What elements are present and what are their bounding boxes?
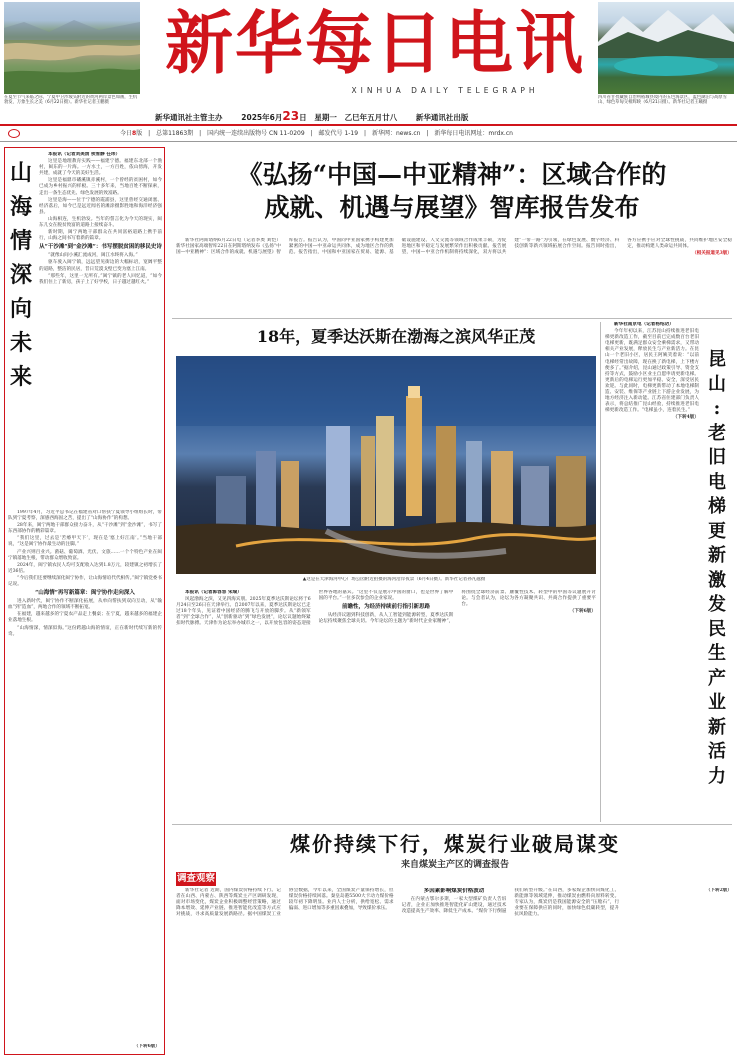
agency-label: 新华通讯社出版 [415, 113, 469, 122]
newspaper-title: 新华每日电讯 [164, 4, 585, 84]
total-issue: 总第11863期 [156, 130, 194, 137]
title-char: 新 [708, 716, 726, 738]
left-feature-body-bottom [8, 510, 162, 1040]
paragraph: 驱车驶入闽宁镇，远远望见街边的大幅标语，宽阔平整的道路，整洁的民居，昔日荒漠戈壁已变为塞上江南。 [39, 260, 162, 272]
subheading: “山海情”再写新篇章：闽宁协作走向深入 [35, 590, 135, 597]
lead-body-text: 新华社阿斯塔纳6月22日电（记者李奥 刘恺）新华社国家高端智库22日在阿斯塔纳发布《弘扬“中国—中亚精神”：区域合作的成就、机遇与展望》智库报告。报告认为，中国同中亚国家携手构建更加紧密的中国—中亚命运共同体，成为地区合作的典范。报告指出，中国和中亚国家在贸易、能源、基础设施建设、人文交流等领域合作成果丰硕，为促进地区和平稳定与发展繁荣作出积极贡献。报告展望，中国—中亚合作机制将持续深化，双方将以共建“一带一路”为引领，在绿色发展、数字经济、科技创新等新兴领域拓展合作空间。报告同时指出，各方应携手应对全球性挑战，共同维护地区安全稳定，推动构建人类命运共同体。 [176, 238, 732, 256]
title-char: 情 [9, 228, 32, 254]
right-column-body [605, 322, 699, 818]
title-char: 新 [708, 545, 726, 566]
byline: 本报讯（记者刘美清 侯雪静 任玮） [48, 152, 121, 157]
title-char: 山 [9, 160, 32, 186]
pages-label: 今日 [120, 130, 133, 137]
paragraph: “那些年，这里一无所有。”闽宁镇的老人回忆道，“如今我们住上了新房，孩子上了好学校，日子越过越红火。” [39, 273, 162, 285]
tianjin-night-photo [176, 356, 596, 574]
title-char: : [713, 398, 721, 419]
photo-story-text-2: 从经济议题到科技创新，从人工智能到能源转型，夏季达沃斯论坛持续聚焦全球关切。今年论坛的主题为“新时代企业家精神”，将围绕全球经济前景、颠覆性技术、转型中的中国等议题展开讨论。与会者认为，论坛为各方凝聚共识、共商合作提供了重要平台。 [318, 590, 596, 625]
publication-info-bar [155, 110, 595, 122]
paragraph: 1997年4月，习近平总书记在福建省对口帮扶宁夏领导小组组长时，带队到宁夏考察，深感西海固之苦，提出了“山海协作”的构想。 [8, 510, 162, 522]
bottom-article-body [176, 888, 732, 1054]
title-char: 向 [9, 296, 32, 322]
rule-under-lead [172, 318, 732, 319]
title-char: 山 [708, 373, 726, 395]
subheading: 从“干沙滩”到“金沙滩”：书写摆脱贫困的移民史诗 [39, 244, 162, 251]
city-skyline-image [176, 356, 596, 574]
left-masthead-caption: 在夏至节气来临之际，宁夏中卫沙坡头附近的黄河两岸景色如画，生机勃发、万象生长之美（6月22日摄）。新华社记者王鹏摄 [4, 95, 138, 106]
pages-count: 8 [132, 130, 137, 137]
edition-info-bar: 今日8版 | 总第11863期 | 国内统一连续出版物号 CN 11-0209 | 邮发代号 1-19 | 新华网：news.cn | 新华每日电讯网址：mrdx.cn [0, 126, 737, 141]
rule-above-bottom [172, 824, 732, 825]
title-char: 来 [9, 364, 32, 390]
right-masthead-photo [598, 2, 734, 94]
subheading: 前瞻性，为经济持续前行指引新思路 [341, 604, 430, 611]
title-char: 力 [708, 765, 726, 787]
paragraph: “我们这里，过去是‘苦瘠甲天下’，现在是‘塞上好江南’。”当地干部说，“这是闽宁协作最生动的注脚。” [8, 536, 162, 548]
title-char: 更 [708, 520, 726, 542]
title-char: 民 [708, 618, 726, 640]
lead-headline [172, 158, 732, 228]
weekday: 星期一 [314, 113, 337, 122]
issue-date-suffix: 日 [299, 113, 307, 122]
title-char: 业 [708, 692, 726, 713]
title-char: 产 [708, 667, 726, 689]
left-feature-body-top [39, 152, 162, 507]
postal-code: 邮发代号 1-19 [318, 130, 359, 137]
right-masthead-caption: 四川省甘孜藏族自治州稻城县境内的五色海景区，蓝色湖泊与高原雪山、绿色草甸交相辉映（6月21日摄）。新华社记者王曦摄 [598, 95, 727, 106]
paragraph: 28年来，闽宁两地干部群众接力奋斗，从“干沙滩”到“金沙滩”，书写了东西部协作的精彩篇章。 [8, 523, 162, 535]
paragraph: 新时期，闽宁两地干部群众在共同富裕道路上携手前行，山海之间书写着新的篇章。 [39, 230, 162, 242]
title-char: 老 [708, 422, 726, 444]
cn-label: 国内统一连续出版物号 [207, 130, 268, 137]
publisher-label: 新华通讯社主管主办 [155, 113, 223, 122]
paragraph: 这里是福鼎市磻溪镇赤溪村，一个曾经的贫困村，如今已成为乡村振兴的样板。三十多年来，当地百姓不断探索，走出一条生态优先、绿色发展的致富路。 [39, 178, 162, 196]
left-masthead-photo [4, 2, 140, 94]
bottom-headline: 煤价持续下行，煤炭行业破局谋变 [290, 832, 620, 856]
paragraph: “就像山间小溪汇流成河，闽江水终将入海。” [48, 253, 138, 259]
paragraph: 进入新时代，闽宁协作不断深化拓展，从单向帮扶到双向互动，从“输血”到“造血”，两地合作的领域不断拓宽。 [8, 599, 162, 611]
lead-title-line2: 成就、机遇与展望》智库报告发布 [264, 193, 640, 222]
title-char: 昆 [708, 349, 726, 370]
paragraph: 产业兴则百业兴。菌菇、葡萄酒、光伏、文旅……一个个特色产业在闽宁镇落地生根，带动群众增收致富。 [8, 549, 162, 561]
paragraph: “山海情深，情深似海。”这份跨越山海的情谊，正在新时代续写新的传奇。 [8, 625, 162, 637]
lead-article-body [176, 238, 732, 312]
jump: （下转4版） [672, 415, 699, 421]
bottom-subheadline: 来自煤炭主产区的调查报告 [400, 860, 509, 870]
jump: （下转2版） [705, 888, 732, 893]
photo-story-body [176, 590, 596, 820]
bottom-text: 新华社记者 近期，国内煤炭价格持续下行。记者在山西、内蒙古、陕西等煤炭主产区调研发现，面对市场变化，煤炭企业积极调整经营策略，通过降本增效、延伸产业链、推进智能化改造等方式应对挑战，寻求高质量发展新路径。据中国煤炭工业协会数据，今年以来，全国煤炭产量保持增长，但煤炭价格持续回落。秦皇岛港5500大卡动力煤价格较年初下降明显。业内人士分析，供给宽松、需求偏弱、进口增加等多重因素叠加，导致煤价承压。 [176, 888, 394, 918]
paragraph: 山海相连，生机勃发。当年的誓言化为今天的现实，闽东儿女在脱贫致富的道路上接续奋斗。 [39, 216, 162, 229]
left-feature-box [4, 147, 165, 1055]
mrdx-website-link[interactable]: 新华每日电讯网址：mrdx.cn [434, 130, 513, 137]
related-note: （相关报道见3版） [692, 251, 732, 257]
photo-story-text: 风起渤海之滨，又见四海宾朋。2025年夏季达沃斯论坛将于6月24日至26日在天津举行。自2007年以来，夏季达沃斯论坛已走过18个年头，见证着中国经济的腾飞与开放的脚步。从“新领军者”到“全球合作”，从“创新驱动”到“绿色发展”，论坛议题始终紧扣时代脉搏。天津作为论坛举办城市之一，以开放包容的姿态迎接世界各地的嘉宾。“这里不仅是展示中国的窗口，也是世界了解中国的平台。”一位多次参会的企业家说。 [176, 590, 454, 627]
title-char: 未 [9, 330, 32, 356]
photo-story-headline: 18年，夏季达沃斯在渤海之滨风华正茂 [256, 327, 536, 346]
river-landscape-image [4, 2, 140, 94]
badge-label: 调查观察 [176, 873, 215, 884]
lead-title-line1: 《弘扬“中国—中亚精神”：区域合作的 [237, 160, 667, 189]
news-website-link[interactable]: 新华网：news.cn [371, 130, 421, 137]
issue-date-prefix: 2025年6月 [241, 113, 283, 122]
right-column-title [703, 348, 731, 818]
jump: （下转6版） [569, 609, 596, 615]
title-char: 梯 [708, 496, 726, 517]
issue-date-day: 23 [282, 109, 300, 123]
mountain-lake-image [598, 2, 734, 94]
title-char: 生 [708, 643, 726, 664]
paragraph: 这里是地理教育实践——福建宁德。福建东北部一个渔村，闽东的一片海。一方水土，一方百姓，依山傍海，开发共建，成就了今天的美好生活。 [39, 159, 162, 177]
cn-number: CN 11-0209 [269, 130, 305, 137]
investigation-badge [176, 872, 216, 886]
right-column-divider [600, 322, 601, 822]
title-char: 旧 [708, 447, 726, 468]
title-char: 激 [708, 569, 726, 591]
paragraph: 在福建，越来越多的宁夏农产品走上餐桌；在宁夏，越来越多的福建企业落地生根。 [8, 612, 162, 624]
bottom-text-2: 在内蒙古鄂尔多斯，一家大型煤矿负责人告诉记者，企业正加快推进智能化矿山建设，通过技术改造提高生产效率、降低生产成本。“煤价下行倒逼我们转型升级。”在山西，多家煤企加快向煤化工、新能源等领域延伸，推动煤炭由燃料向原料转变。专家认为，煤炭仍是我国能源安全的“压舱石”，行业要在保障供应的同时，加快绿色低碳转型，提升抗风险能力。 [401, 888, 620, 918]
paragraph: 2024年，闽宁镇农民人均可支配收入达到1.8万元，较建镇之初增长了近36倍。 [8, 562, 162, 574]
masthead [0, 0, 737, 118]
title-char: 海 [9, 194, 32, 220]
pages-unit: 版 [136, 130, 143, 137]
title-char: 活 [708, 741, 726, 762]
byline: 本报讯（记者郭容容 宋瑞） [185, 590, 242, 595]
rule-under-info [0, 141, 737, 142]
photo-caption: ▲这是在天津海河中心广场公园附近拍摄的海河沿岸夜景（6月4日摄）。新华社记者孙凡越摄 [302, 577, 486, 582]
right-column-text: 今年年初以来，江苏昆山持续推进老旧电梯更新改造工作，截至目前已完成数百台老旧电梯更新，既满足群众安全乘梯需求，又带动相关产业发展，释放民生与产业新活力。在昆山一个老旧小区，居民王阿姨笑着说：“以前电梯经常出故障，现在换了新电梯，上下楼方便多了。”据介绍，昆山通过政策引导、资金支持等方式，鼓励小区业主自愿申请更新电梯。更新后的电梯运行更加平稳、安全，深受居民欢迎。与此同时，电梯更新带动了本地电梯制造、安装、维保等产业链上下游企业发展，为地方经济注入新动能。江苏省住建部门负责人表示，将总结推广昆山经验，持续推进老旧电梯更新改造工作。“电梯虽小，连着民生。” [605, 329, 699, 414]
subheading: 多因素影响煤炭价格波动 [423, 888, 485, 894]
left-feature-title [7, 156, 35, 466]
title-char: 深 [9, 262, 32, 288]
lunar-date: 乙巳年五月廿八 [344, 113, 398, 122]
xinhua-logo-icon [8, 129, 20, 138]
paragraph: 这里是海——位于宁德的霞浦县，这里曾经交通闭塞、经济落后，如今已是远近闻名的滩涂摄影胜地和海洋经济强县。 [39, 197, 162, 215]
paragraph: “今后我们还要继续深化闽宁协作，让山海情谊代代相传。”闽宁镇党委书记说。 [8, 575, 162, 588]
left-feature-jump: （下转6版） [133, 1044, 160, 1049]
title-char: 电 [708, 471, 726, 493]
newspaper-title-en: XINHUA DAILY TELEGRAPH [351, 86, 539, 95]
byline: 新华社南京电（记者杨绍功） [614, 322, 674, 327]
title-char: 发 [708, 594, 726, 615]
